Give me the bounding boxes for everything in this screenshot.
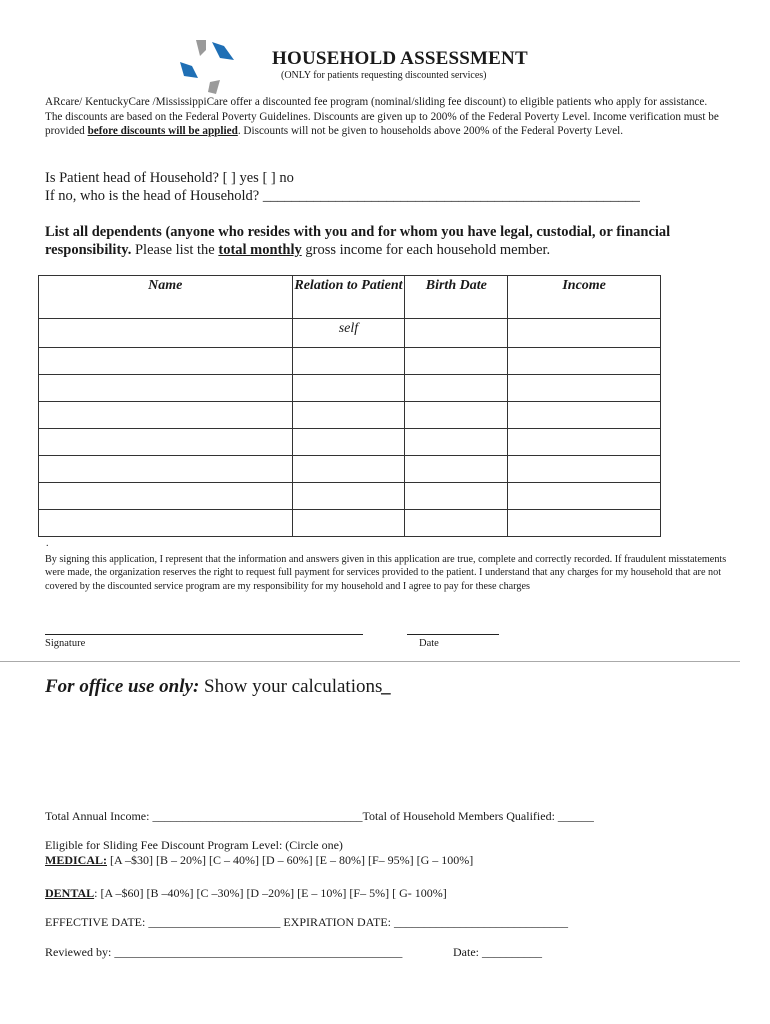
table-row xyxy=(39,429,661,456)
column-header-name: Name xyxy=(39,276,293,319)
income-cell[interactable] xyxy=(508,483,661,510)
reviewed-by-line: Reviewed by: ________________________________________________ xyxy=(45,945,403,959)
relation-cell[interactable] xyxy=(292,429,405,456)
table-row xyxy=(39,375,661,402)
name-cell[interactable] xyxy=(39,402,293,429)
name-cell[interactable] xyxy=(39,429,293,456)
dental-label: DENTAL xyxy=(45,886,95,900)
birth-date-cell[interactable] xyxy=(405,402,508,429)
birth-date-cell[interactable] xyxy=(405,319,508,348)
name-cell[interactable] xyxy=(39,319,293,348)
name-cell[interactable] xyxy=(39,456,293,483)
dependents-instruction: List all dependents (anyone who resides with you and for whom you have legal, custodial, or financial responsibility. Please list the total monthly gross income for each household member. xyxy=(45,224,671,258)
table-header-row xyxy=(39,276,661,319)
birth-date-cell[interactable] xyxy=(405,483,508,510)
birth-date-cell[interactable] xyxy=(405,510,508,537)
attestation-paragraph: By signing this application, I represent that the information and answers given in this application are true, complete and correctly recorded. If fraudulent misstatements were made, the organization reserves the right to request full payment for services provided to the patient. I understand that any charges for my household that are not covered by the discounted service program are my responsibility for my household and I agree to pay for these charges xyxy=(45,554,727,592)
relation-cell-self: self xyxy=(292,319,405,348)
table-row xyxy=(39,510,661,537)
table-row xyxy=(39,456,661,483)
effective-expiration-line: EFFECTIVE DATE: ______________________ EXPIRATION DATE: _____________________________ xyxy=(45,915,568,929)
reviewed-date-line: Date: __________ xyxy=(453,945,542,959)
page-title: HOUSEHOLD ASSESSMENT xyxy=(272,48,528,69)
relation-cell[interactable] xyxy=(292,483,405,510)
table-row xyxy=(39,483,661,510)
dependents-table xyxy=(38,275,661,537)
who-is-head-question: If no, who is the head of Household? ____________________________________________________ xyxy=(45,188,640,204)
income-cell[interactable] xyxy=(508,319,661,348)
intro-emphasis: before discounts will be applied xyxy=(87,125,238,138)
dental-levels-line: DENTAL: [A –$60] [B –40%] [C –30%] [D –20%] [E – 10%] [F– 5%] [ G- 100%] xyxy=(45,886,447,900)
date-label: Date xyxy=(419,638,439,649)
income-cell[interactable] xyxy=(508,429,661,456)
birth-date-cell[interactable] xyxy=(405,429,508,456)
logo-blue-right xyxy=(212,42,234,60)
income-cell[interactable] xyxy=(508,510,661,537)
birth-date-cell[interactable] xyxy=(405,456,508,483)
table-row xyxy=(39,319,661,348)
signature-label: Signature xyxy=(45,638,86,649)
medical-levels-line: MEDICAL: [A –$30] [B – 20%] [C – 40%] [D – 60%] [E – 80%] [F– 95%] [G – 100%] xyxy=(45,853,474,867)
income-cell[interactable] xyxy=(508,348,661,375)
name-cell[interactable] xyxy=(39,483,293,510)
column-header-birth-date: Birth Date xyxy=(405,276,508,319)
table-row xyxy=(39,348,661,375)
organization-logo xyxy=(176,36,238,98)
page-subtitle: (ONLY for patients requesting discounted services) xyxy=(281,70,487,81)
birth-date-cell[interactable] xyxy=(405,375,508,402)
stray-period: . xyxy=(46,538,49,549)
office-use-heading: For office use only: Show your calculations_ xyxy=(45,676,392,697)
eligibility-line: Eligible for Sliding Fee Discount Program Level: (Circle one) xyxy=(45,838,343,852)
relation-cell[interactable] xyxy=(292,402,405,429)
section-divider xyxy=(0,661,740,662)
column-header-income: Income xyxy=(508,276,661,319)
income-cell[interactable] xyxy=(508,456,661,483)
relation-cell[interactable] xyxy=(292,375,405,402)
name-cell[interactable] xyxy=(39,348,293,375)
head-of-household-question: Is Patient head of Household? [ ] yes [ ] no xyxy=(45,170,294,186)
signature-date-line[interactable] xyxy=(407,634,499,635)
income-cell[interactable] xyxy=(508,375,661,402)
relation-cell[interactable] xyxy=(292,456,405,483)
relation-cell[interactable] xyxy=(292,510,405,537)
relation-cell[interactable] xyxy=(292,348,405,375)
birth-date-cell[interactable] xyxy=(405,348,508,375)
medical-label: MEDICAL: xyxy=(45,853,107,867)
income-cell[interactable] xyxy=(508,402,661,429)
name-cell[interactable] xyxy=(39,510,293,537)
signature-line[interactable] xyxy=(45,634,363,635)
intro-paragraph: ARcare/ KentuckyCare /MississippiCare offer a discounted fee program (nominal/sliding fee discount) to eligible patients who apply for assistance. The discounts are based on the Federal Poverty Guidelines. Discounts are given up to 200% of the Federal Poverty Level. Income verification must be provided before discounts will be applied. Discounts will not be given to households above 200% of the Federal Poverty Level. xyxy=(45,96,719,138)
table-row xyxy=(39,402,661,429)
name-cell[interactable] xyxy=(39,375,293,402)
total-annual-income-line: Total Annual Income: ___________________________________Total of Household Members Qualified: ______ xyxy=(45,809,594,823)
column-header-relation: Relation to Patient xyxy=(292,276,405,319)
